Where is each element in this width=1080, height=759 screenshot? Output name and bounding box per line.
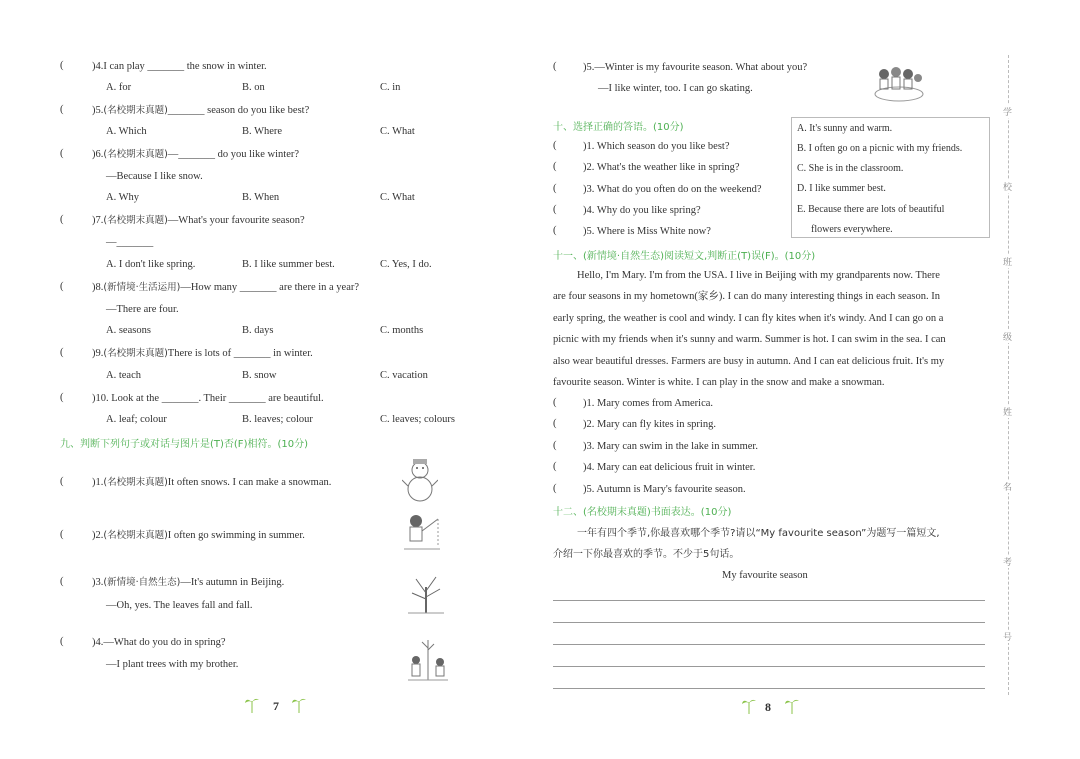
passage-line: early spring, the weather is cool and windy. I can fly kites when it's windy. And I can go on a [553, 313, 944, 324]
answer-paren[interactable]: ( [60, 104, 64, 115]
answer-option-cont: flowers everywhere. [811, 224, 893, 235]
dialog-reply: —There are four. [106, 304, 179, 315]
answer-paren[interactable]: ( [553, 161, 557, 172]
binding-label: 级 [1003, 330, 1012, 343]
writing-line[interactable] [553, 666, 985, 667]
answer-paren[interactable]: ( [60, 60, 64, 71]
binding-label: 校 [1003, 180, 1012, 193]
option-c: C. What [380, 192, 415, 203]
question-text: )9.(名校期末真题)There is lots of _______ in winter. [92, 348, 313, 359]
passage-line: also wear beautiful dresses. Farmers are busy in autumn. And I can eat delicious fruit. It's my [553, 356, 945, 367]
answer-paren[interactable]: ( [553, 397, 557, 408]
section-title: 十、选择正确的答语。(10分) [553, 122, 684, 133]
question-text: )7.(名校期末真题)—What's your favourite season? [92, 215, 305, 226]
question-text: )5.—Winter is my favourite season. What about you? [583, 62, 808, 73]
answer-paren[interactable]: ( [60, 476, 64, 487]
option-c: C. Yes, I do. [380, 259, 432, 270]
answer-option: C. She is in the classroom. [797, 163, 904, 174]
writing-prompt: 介绍一下你最喜欢的季节。不少于5句话。 [553, 549, 740, 560]
question-text: )4.I can play _______ the snow in winter. [92, 61, 267, 72]
answer-paren[interactable]: ( [60, 214, 64, 225]
question-text: )3. What do you often do on the weekend? [583, 184, 762, 195]
option-c: C. months [380, 325, 424, 336]
question-text: )6.(名校期末真题)—_______ do you like winter? [92, 149, 300, 160]
answer-paren[interactable]: ( [553, 225, 557, 236]
answer-paren[interactable]: ( [60, 636, 64, 647]
writing-line[interactable] [553, 644, 985, 645]
question-text: )1. Which season do you like best? [583, 141, 730, 152]
writing-line[interactable] [553, 688, 985, 689]
option-c: C. vacation [380, 370, 428, 381]
option-a: A. leaf; colour [106, 414, 167, 425]
question-text: )5.(名校期末真题)_______ season do you like best? [92, 105, 310, 116]
answer-paren[interactable]: ( [60, 148, 64, 159]
option-b: B. I like summer best. [242, 259, 335, 270]
option-b: B. When [242, 192, 280, 203]
binding-label: 学 [1003, 105, 1012, 118]
option-b: B. leaves; colour [242, 414, 313, 425]
answer-paren[interactable]: ( [553, 483, 557, 494]
dialog-reply: —I plant trees with my brother. [106, 659, 239, 670]
page-number: 8 [765, 700, 771, 714]
section-title: 十二、(名校期末真题)书面表达。(10分) [553, 507, 732, 518]
question-text: )2. What's the weather like in spring? [583, 162, 740, 173]
writing-line[interactable] [553, 600, 985, 601]
option-a: A. Which [106, 126, 147, 137]
option-a: A. Why [106, 192, 140, 203]
option-a: A. I don't like spring. [106, 259, 196, 270]
answer-paren[interactable]: ( [553, 461, 557, 472]
option-b: B. Where [242, 126, 283, 137]
question-text: )1.(名校期末真题)It often snows. I can make a snowman. [92, 477, 332, 488]
page-number: 7 [273, 699, 279, 713]
dialog-reply: —Because I like snow. [106, 171, 203, 182]
answer-option: D. I like summer best. [797, 183, 886, 194]
answer-paren[interactable]: ( [553, 61, 557, 72]
binding-label: 号 [1003, 630, 1012, 643]
option-b: B. on [242, 82, 265, 93]
dialog-reply: —_______ [106, 237, 154, 248]
option-b: B. snow [242, 370, 277, 381]
children-skating-picture [874, 62, 924, 102]
option-c: C. What [380, 126, 415, 137]
question-text: )8.(新情境·生活运用)—How many _______ are there in a year? [92, 282, 360, 293]
option-a: A. teach [106, 370, 141, 381]
question-text: )5. Autumn is Mary's favourite season. [583, 484, 746, 495]
option-b: B. days [242, 325, 274, 336]
option-a: A. seasons [106, 325, 151, 336]
binding-label: 姓 [1003, 405, 1012, 418]
question-text: )2. Mary can fly kites in spring. [583, 419, 716, 430]
passage-line: picnic with my friends when it's sunny and warm. Summer is hot. I can swim in the sea. I can [553, 334, 946, 345]
passage-line: Hello, I'm Mary. I'm from the USA. I live in Beijing with my grandparents now. There [577, 270, 940, 281]
answer-option: B. I often go on a picnic with my friends. [797, 143, 963, 154]
question-text: )5. Where is Miss White now? [583, 226, 711, 237]
question-text: )10. Look at the _______. Their _______ are beautiful. [92, 393, 324, 404]
leaf-ornament-icon [742, 698, 756, 714]
answer-option: E. Because there are lots of beautiful [797, 204, 945, 215]
question-text: )3.(新情境·自然生态)—It's autumn in Beijing. [92, 577, 285, 588]
section-title: 十一、(新情境·自然生态)阅读短文,判断正(T)误(F)。(10分) [553, 251, 816, 262]
answer-option: A. It's sunny and warm. [797, 123, 893, 134]
answer-paren[interactable]: ( [60, 281, 64, 292]
binding-cut-line [1008, 55, 1009, 695]
passage-line: are four seasons in my hometown(家乡). I can do many interesting things in each season. In [553, 291, 940, 302]
leaf-ornament-icon [785, 698, 799, 714]
answer-paren[interactable]: ( [553, 204, 557, 215]
question-text: )2.(名校期末真题)I often go swimming in summer. [92, 530, 305, 541]
answer-options-box [791, 117, 990, 238]
essay-title: My favourite season [722, 570, 808, 581]
answer-paren[interactable]: ( [60, 347, 64, 358]
section-title: 九、判断下列句子或对话与图片是(T)否(F)相符。(10分) [60, 439, 308, 450]
question-text: )4. Why do you like spring? [583, 205, 701, 216]
dialog-reply: —Oh, yes. The leaves fall and fall. [106, 600, 253, 611]
option-c: C. leaves; colours [380, 414, 455, 425]
answer-paren[interactable]: ( [553, 140, 557, 151]
answer-paren[interactable]: ( [60, 529, 64, 540]
question-text: )3. Mary can swim in the lake in summer. [583, 441, 758, 452]
writing-line[interactable] [553, 622, 985, 623]
answer-paren[interactable]: ( [60, 392, 64, 403]
dialog-reply: —I like winter, too. I can go skating. [598, 83, 753, 94]
answer-paren[interactable]: ( [553, 440, 557, 451]
binding-label: 班 [1003, 255, 1012, 268]
answer-paren[interactable]: ( [553, 418, 557, 429]
binding-label: 考 [1003, 555, 1012, 568]
question-text: )4.—What do you do in spring? [92, 637, 226, 648]
question-text: )4. Mary can eat delicious fruit in winter. [583, 462, 756, 473]
question-text: )1. Mary comes from America. [583, 398, 714, 409]
option-c: C. in [380, 82, 401, 93]
writing-prompt: 一年有四个季节,你最喜欢哪个季节?请以“My favourite season”为题写一篇短文, [577, 528, 940, 539]
option-a: A. for [106, 82, 132, 93]
answer-paren[interactable]: ( [60, 576, 64, 587]
binding-label: 名 [1003, 480, 1012, 493]
answer-paren[interactable]: ( [553, 183, 557, 194]
passage-line: favourite season. Winter is white. I can play in the snow and make a snowman. [553, 377, 885, 388]
